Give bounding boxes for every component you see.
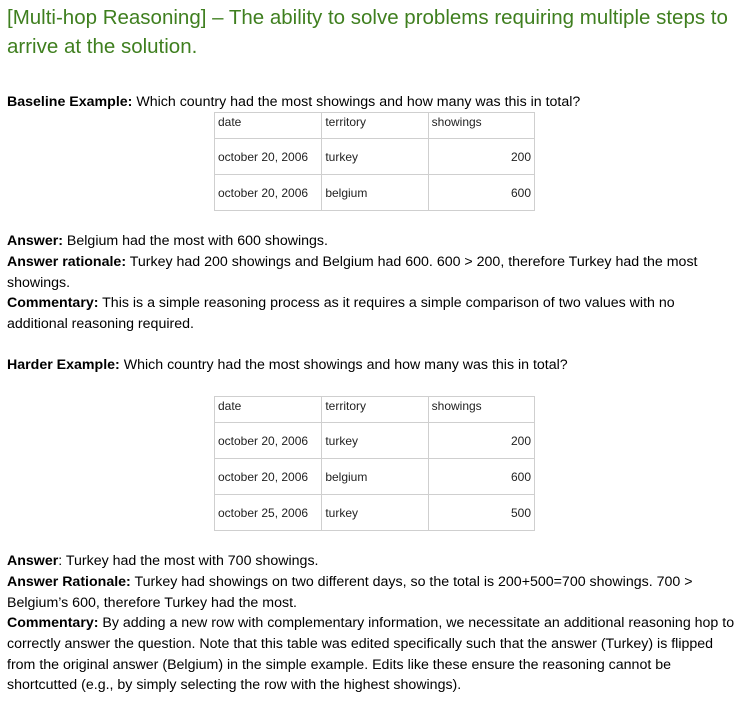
cell-territory: turkey: [322, 423, 428, 459]
harder-label: Harder Example:: [7, 357, 120, 373]
answer-label: Answer:: [7, 233, 63, 249]
column-header-showings: showings: [428, 113, 534, 139]
table-row: [215, 495, 535, 531]
rationale-text: Turkey had showings on two different days, so the total is 200+500=700 showings. 700 > Belgium’s 600, therefore Turkey had the most.: [7, 574, 693, 611]
harder-question-text: Which country had the most showings and how many was this in total?: [119, 357, 568, 373]
column-header-date: date: [215, 397, 322, 423]
rationale-label: Answer rationale:: [7, 254, 127, 270]
harder-table: [214, 396, 535, 531]
baseline-question: [7, 92, 735, 113]
cell-territory: belgium: [322, 459, 428, 495]
rationale-label: Answer Rationale:: [7, 574, 131, 590]
cell-showings: 600: [428, 175, 534, 211]
rationale-text: Turkey had 200 showings and Belgium had 600. 600 > 200, therefore Turkey had the most showings.: [7, 254, 698, 291]
table-row: [215, 139, 535, 175]
commentary-text: This is a simple reasoning process as it requires a simple comparison of two values with no additional reasoning required.: [7, 295, 675, 332]
cell-showings: 200: [428, 423, 534, 459]
table-row: [215, 423, 535, 459]
cell-date: october 25, 2006: [215, 495, 322, 531]
harder-commentary: [7, 613, 735, 696]
baseline-commentary: [7, 293, 735, 335]
baseline-answer: [7, 231, 735, 252]
cell-date: october 20, 2006: [215, 423, 322, 459]
table-header-row: [215, 397, 535, 423]
column-header-showings: showings: [428, 397, 534, 423]
commentary-label: Commentary:: [7, 295, 99, 311]
section-title: [Multi-hop Reasoning] – The ability to solve problems requiring multiple steps to arrive at the solution.: [7, 6, 728, 58]
cell-territory: turkey: [322, 495, 428, 531]
column-header-territory: territory: [322, 397, 428, 423]
cell-showings: 500: [428, 495, 534, 531]
answer-label: Answer: [7, 553, 59, 569]
cell-date: october 20, 2006: [215, 175, 322, 211]
table-row: [215, 459, 535, 495]
cell-territory: turkey: [322, 139, 428, 175]
harder-rationale: [7, 572, 735, 614]
answer-text: Belgium had the most with 600 showings.: [62, 233, 328, 249]
column-header-territory: territory: [322, 113, 428, 139]
commentary-label: Commentary:: [7, 615, 99, 631]
cell-showings: 600: [428, 459, 534, 495]
table-header-row: [215, 113, 535, 139]
baseline-table: [214, 112, 535, 211]
table-row: [215, 175, 535, 211]
commentary-text: By adding a new row with complementary information, we necessitate an additional reasoning hop to correctly answer the question. Note that this table was edited specifically such that the answer (Turkey) is flipped from the original answer (Belgium) in the simple example. Edits like these ensure the reasoning cannot be shortcutted (e.g., by simply selecting the row with the highest showings).: [7, 615, 735, 694]
baseline-rationale: [7, 252, 735, 294]
cell-date: october 20, 2006: [215, 139, 322, 175]
answer-text: : Turkey had the most with 700 showings.: [58, 553, 319, 569]
cell-date: october 20, 2006: [215, 459, 322, 495]
cell-showings: 200: [428, 139, 534, 175]
cell-territory: belgium: [322, 175, 428, 211]
baseline-label: Baseline Example:: [7, 94, 133, 110]
harder-question: [7, 355, 735, 376]
column-header-date: date: [215, 113, 322, 139]
baseline-question-text: Which country had the most showings and how many was this in total?: [132, 94, 581, 110]
harder-answer: [7, 551, 735, 572]
